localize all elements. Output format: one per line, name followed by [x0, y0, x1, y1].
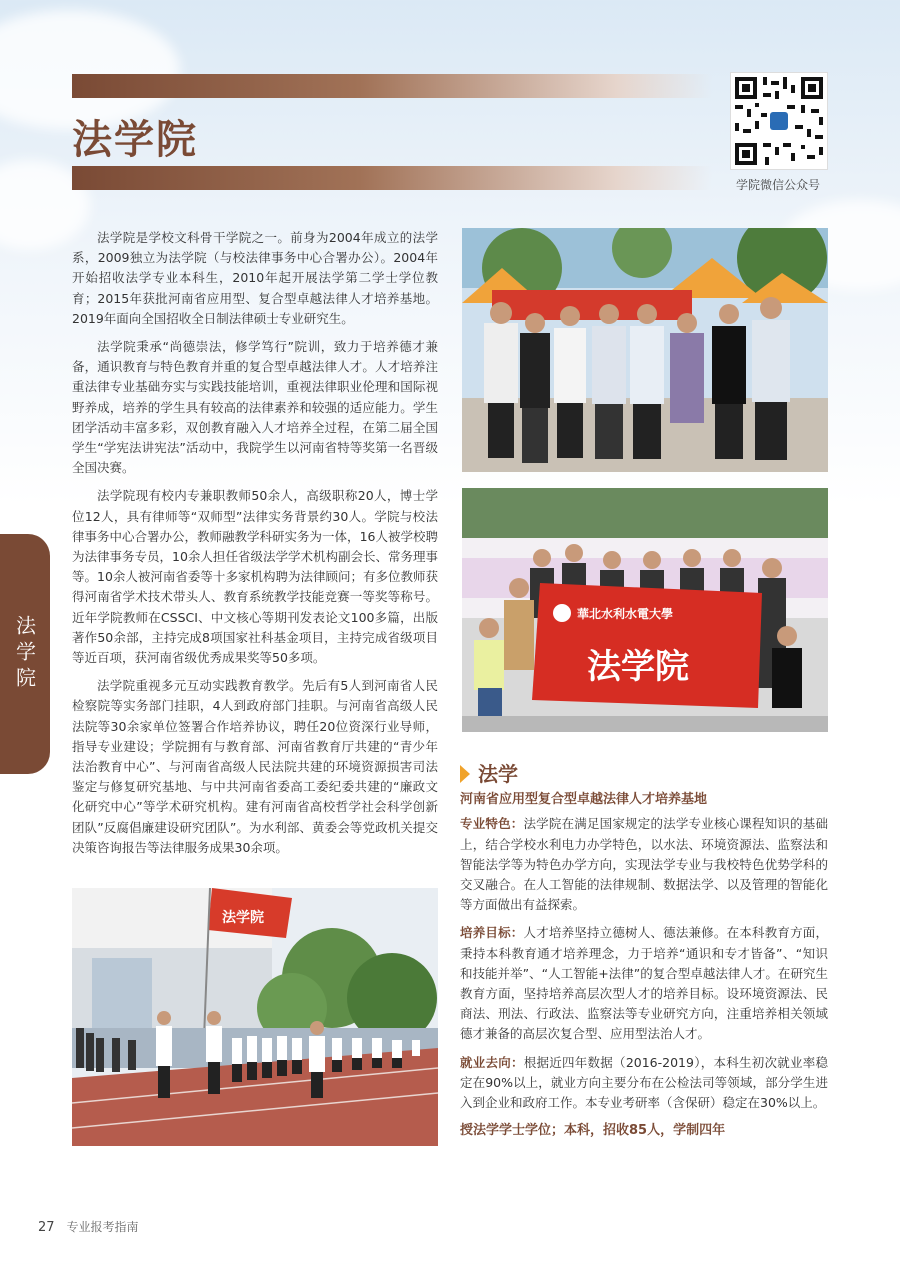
major-name: 法学: [478, 762, 518, 786]
side-tab: 法学院: [0, 534, 50, 774]
page-footer: [38, 1218, 139, 1235]
flag-text: 法学院: [587, 649, 689, 686]
qr-code: [730, 72, 828, 170]
intro-text: [72, 228, 438, 866]
major-base: 河南省应用型复合型卓越法律人才培养基地: [460, 792, 708, 808]
goal-text: 人才培养坚持立德树人、德法兼修。在本科教育方面，秉持本科教育通才培养理念，力于培养“通识和专才皆备”、“知识和技能并举”、“人工智能+法律”的复合型卓越法律人才。在研究生教育方面，坚持培养高层次型人才的培养目标。设环境资源法、民商法、刑法、行政法、监察法等专业研究方向，注重培养相关领域德才兼备的高层次复合型、应用型法治人才。: [460, 925, 828, 1042]
header-bar-top: [72, 74, 712, 98]
intro-paragraph: 法学院秉承“尚德崇法，修学笃行”院训，致力于培养德才兼备，通识教育与特色教育并重的复合型卓越法律人才。人才培养注重法律专业基础夯实与实践技能培训，重视法律职业伦理和国际视野养成，培养的学生具有较高的法律素养和较强的适应能力。学生团学活动丰富多彩，双创教育融入人才培养全过程，在第二届全国学生“学宪法讲宪法”活动中，我院学生以河南省特等奖第一名晋级全国决赛。: [72, 339, 438, 476]
employment-text: 根据近四年数据（2016-2019），本科生初次就业率稳定在90%以上，就业方向主要分布在公检法司等领域，部分学生进入到企业和政府工作。本专业考研率（含保研）稳定在30%以上。: [460, 1054, 828, 1111]
major-section: [460, 764, 828, 1141]
guide-title: 专业报考指南: [66, 1220, 139, 1234]
page-title: 法学院: [72, 117, 198, 163]
goal-label: 培养目标：: [460, 925, 524, 941]
group-photo-banner: [462, 488, 828, 732]
intro-paragraph: 法学院是学校文科骨干学院之一。前身为2004年成立的法学系，2009独立为法学院（与校法律事务中心合署办公）。2004年开始招收法学专业本科生，2010年起开展法学第二学士学位教育；2015年获批河南省应用型、复合型卓越法律人才培养基地。2019年面向全国招收全日制法律硕士专业研究生。: [72, 230, 438, 326]
intro-paragraph: 法学院重视多元互动实践教育教学。先后有5人到河南省人民检察院等实务部门挂职，4人到政府部门挂职。与河南省高级人民法院等30余家单位签署合作培养协议，聘任20位资深行业导师，指导专业建设；学院拥有与教育部、河南省教育厅共建的“青少年法治教育中心”、与河南省高级人民法院共建的环境资源损害司法鉴定与修复研究基地、与中共河南省委高工委纪委共建的“廉政文化研究中心”等学术研究机构。建有河南省高校哲学社会科学创新团队”反腐倡廉建设研究团队”。为水利部、黄委会等党政机关提交决策咨询报告等法律服务成果30余项。: [72, 678, 438, 855]
employment-label: 就业去向：: [460, 1054, 524, 1070]
page-number: 27: [38, 1220, 55, 1235]
triangle-marker-icon: [460, 765, 470, 783]
group-photo-event: [462, 228, 828, 472]
svg-text:華北水利水電大學: 華北水利水電大學: [577, 607, 674, 621]
degree-info: 授法学学士学位；本科，招收85人，学制四年: [460, 1123, 726, 1139]
features-label: 专业特色：: [460, 816, 524, 832]
major-employment: [460, 1053, 828, 1114]
major-heading: [460, 764, 828, 784]
features-text: 法学院在满足国家规定的法学专业核心课程知识的基础上，结合学校水利电力办学特色，以水法、环境资源法、监察法和智能法学等为特色办学方向，实现法学专业与我校特色优势学科的交叉融合。在人工智能的法律规制、数据法学、以及管理的智能化等方面做出有益探索。: [460, 816, 828, 913]
major-goal: [460, 923, 828, 1044]
qr-label: 学院微信公众号: [735, 178, 820, 192]
banner-text: 法学院: [222, 911, 264, 926]
sports-parade-photo: [72, 888, 438, 1146]
header-bar-bottom: [72, 166, 712, 190]
major-features: [460, 814, 828, 915]
intro-paragraph: 法学院现有校内专兼职教师50余人，高级职称20人，博士学位12人，具有律师等“双师型”法律实务背景约30人。学院与校法律事务中心合署办公，教师融教学科研实务为一体，16人被学校聘为法律事务专员，10余人担任省级法学学术机构副会长、常务理事等。10余人被河南省委等十多家机构聘为法律顾问；有多位教师获得河南省学术技术带头人、教育系统教学技能竞赛一等奖等称号。近年学院教师在CSSCI、中文核心等期刊发表论文100多篇，出版著作50余部，主持完成8项国家社科基金项目，主持完成省级项目等近百项，获河南省级优秀成果奖等50多项。: [72, 488, 438, 666]
